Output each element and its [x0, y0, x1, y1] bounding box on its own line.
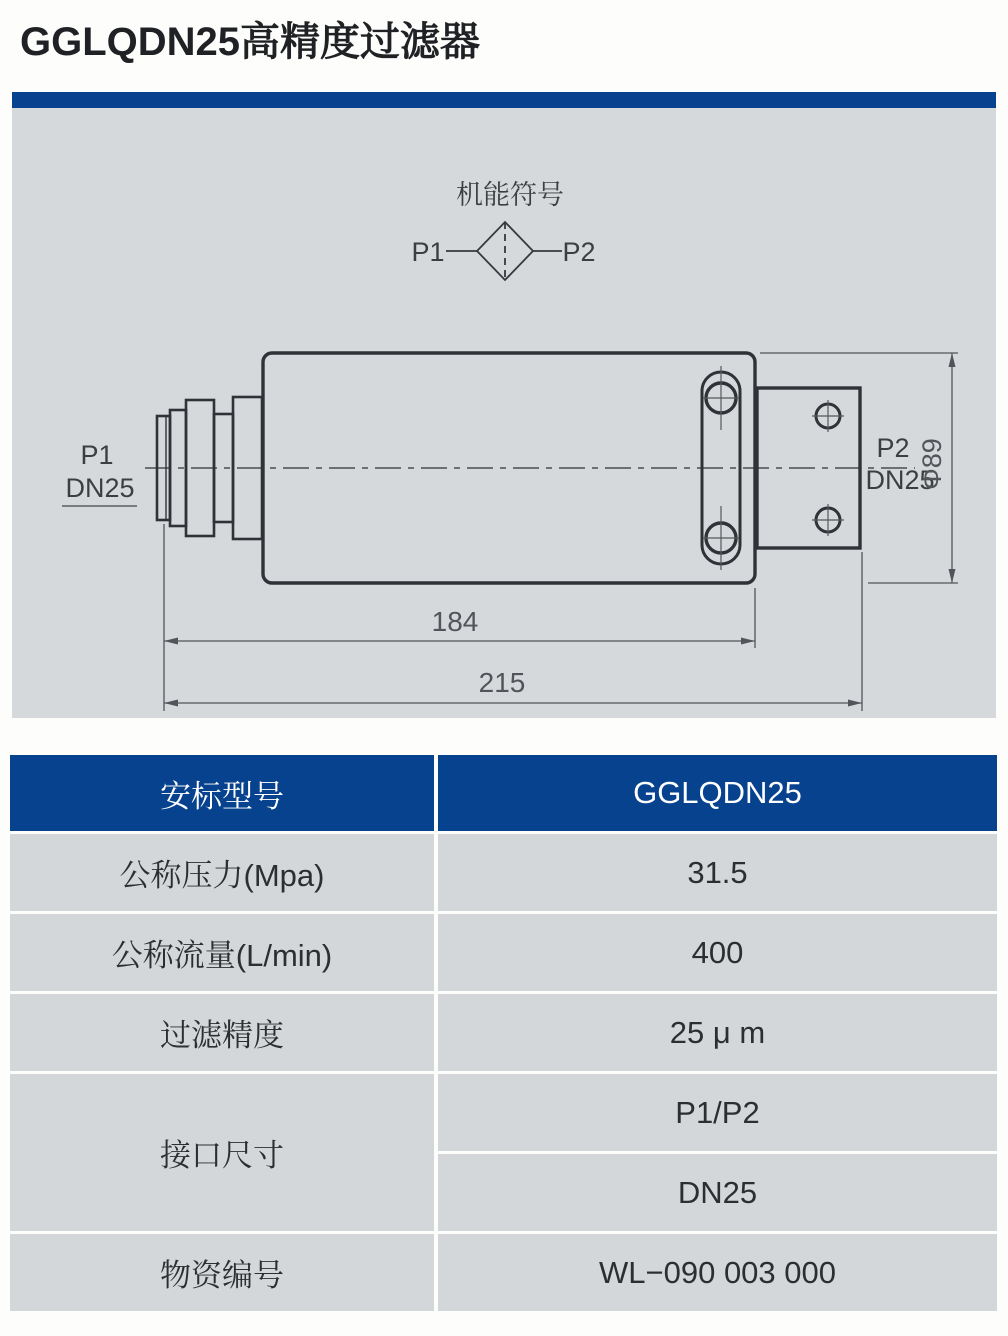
spec-row-pressure [10, 834, 997, 911]
inlet-size-label: DN25 [65, 473, 135, 503]
inlet-port-label: P1 [80, 440, 114, 470]
spec-label: 公称流量(L/min) [10, 914, 434, 991]
dimension-215 [164, 552, 862, 711]
spec-value: 25 μ m [438, 994, 997, 1071]
port-labels [62, 433, 935, 506]
filter-side-view [62, 353, 958, 711]
spec-label: 过滤精度 [10, 994, 434, 1071]
panel-accent-bar [12, 92, 996, 108]
drawing-panel [12, 92, 996, 718]
spec-value: WL−090 003 000 [438, 1234, 997, 1311]
spec-header-value: GGLQDN25 [438, 755, 997, 831]
spec-value: 400 [438, 914, 997, 991]
spec-header-row [10, 755, 997, 831]
dimension-215-label: 215 [478, 667, 526, 698]
spec-row-material-number [10, 1234, 997, 1311]
spec-header-label: 安标型号 [10, 755, 434, 831]
symbol-port-p1: P1 [411, 237, 445, 267]
dimension-184-label: 184 [431, 606, 479, 637]
symbol-port-p2: P2 [562, 237, 596, 267]
function-symbol [411, 180, 595, 280]
dimension-184 [164, 524, 755, 711]
function-symbol-caption: 机能符号 [456, 180, 564, 210]
spec-value: 31.5 [438, 834, 997, 911]
technical-drawing [12, 108, 996, 734]
page-title: GGLQDN25高精度过滤器 [20, 20, 481, 64]
outlet-port-label: P2 [876, 433, 910, 463]
outlet-size-label: DN25 [865, 465, 935, 495]
spec-row-filtration [10, 994, 997, 1071]
spec-value: DN25 [438, 1154, 997, 1231]
spec-label: 公称压力(Mpa) [10, 834, 434, 911]
dimension-diameter-label: Φ89 [917, 438, 947, 490]
spec-row-flow [10, 914, 997, 991]
spec-table [10, 755, 997, 1314]
spec-label: 接口尺寸 [10, 1074, 434, 1231]
spec-value: P1/P2 [438, 1074, 997, 1151]
spec-row-port-size [10, 1074, 997, 1231]
spec-value-stack [438, 1074, 997, 1231]
spec-label: 物资编号 [10, 1234, 434, 1311]
panel-background [12, 108, 996, 718]
